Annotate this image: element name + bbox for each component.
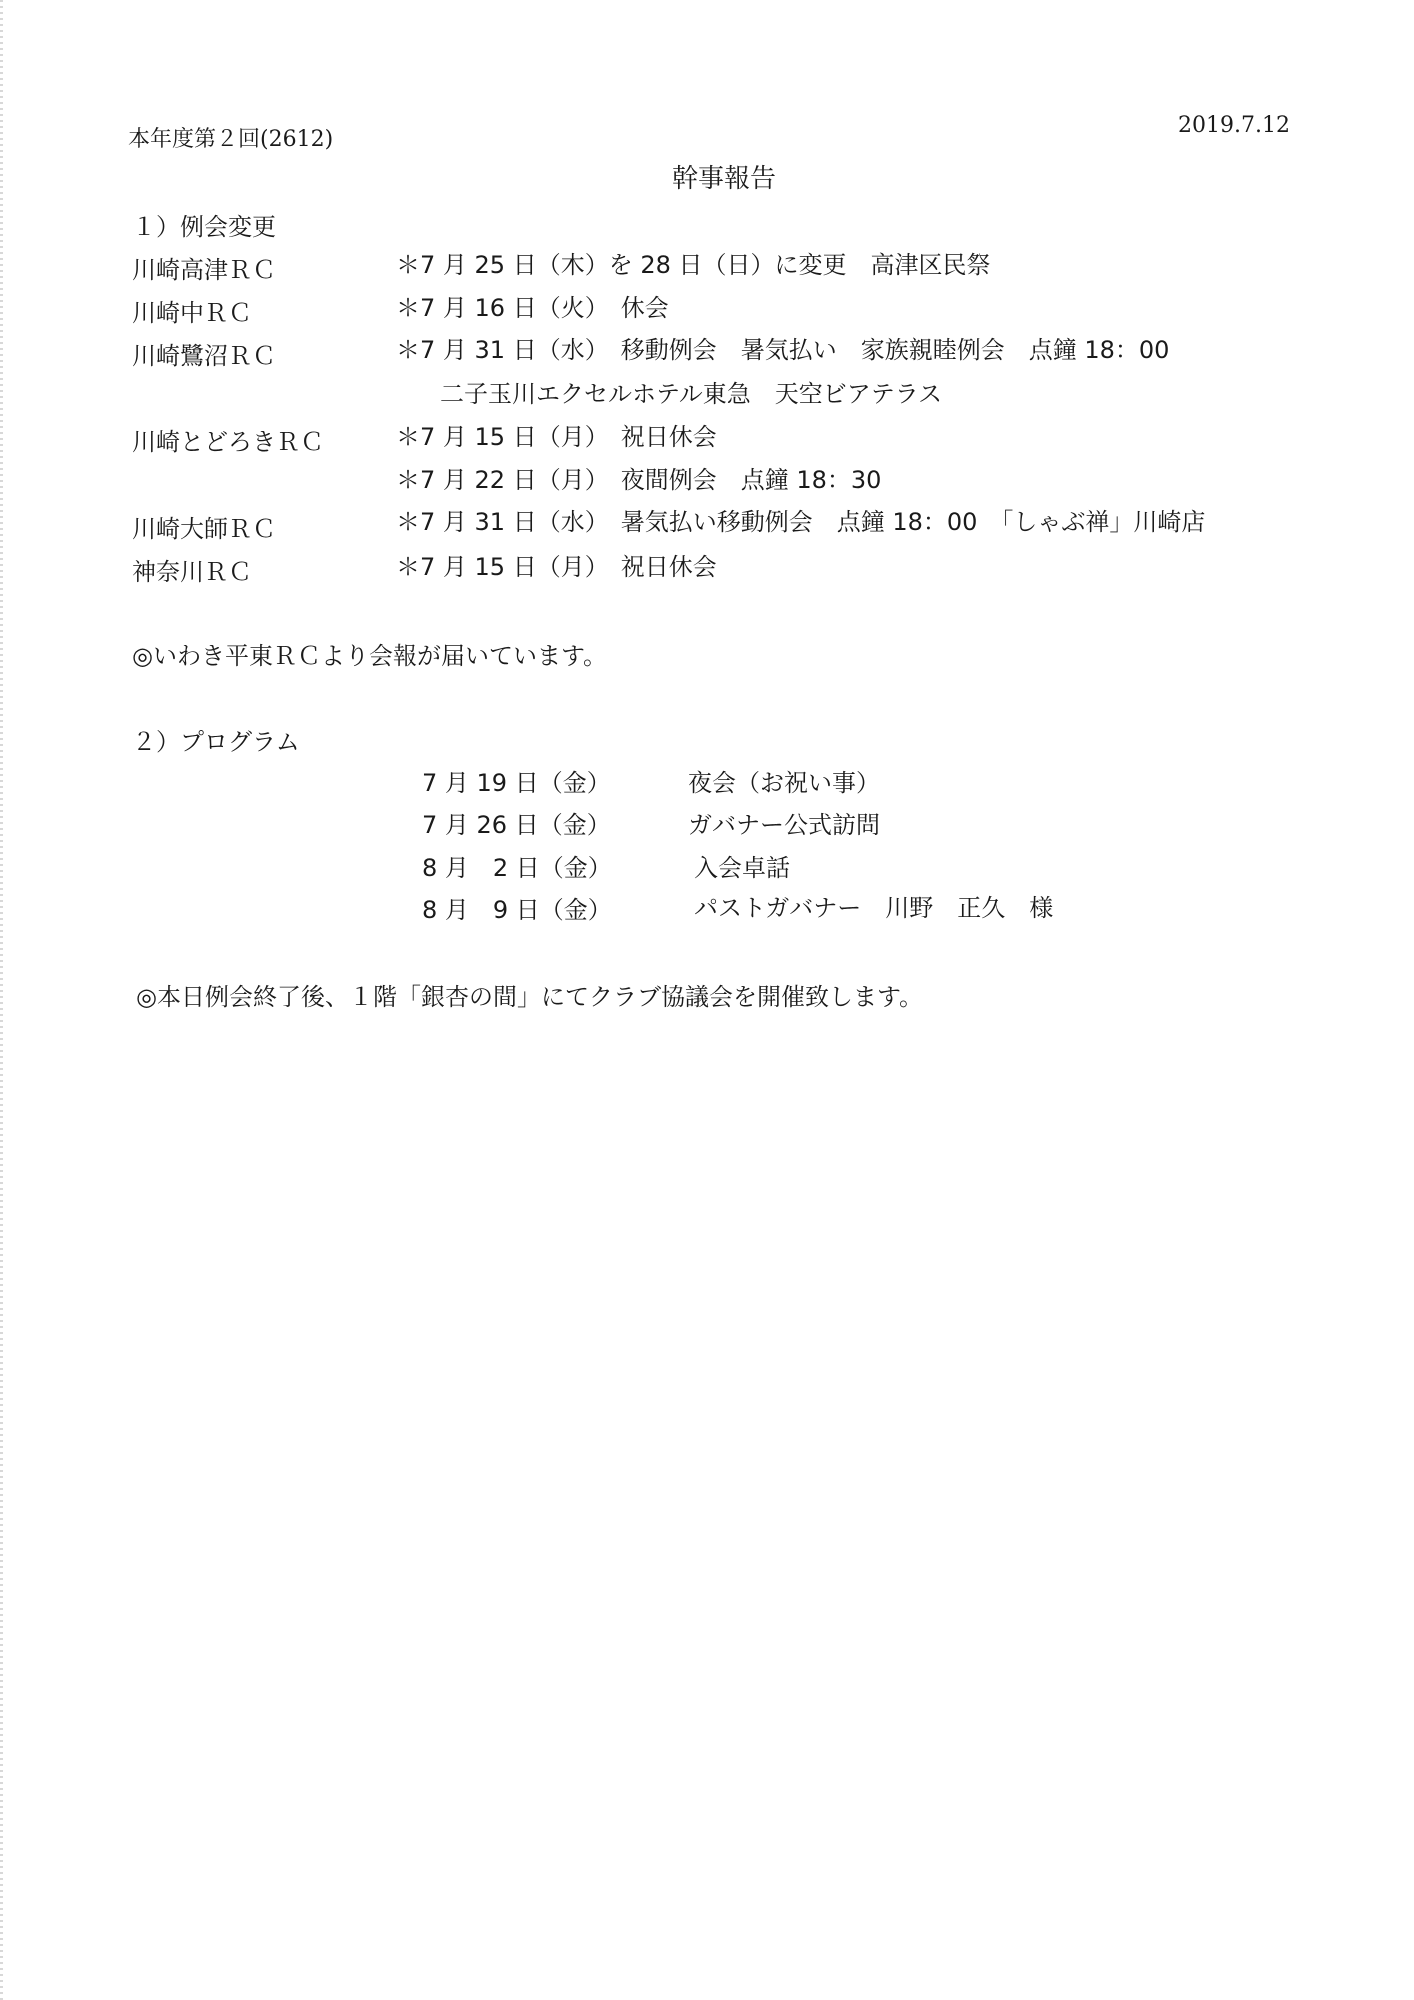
program-event: 入会卓話 (694, 854, 790, 882)
section2-heading: ２）プログラム (132, 728, 300, 756)
club-name: 神奈川ＲＣ (132, 558, 252, 586)
program-event: パストガバナー 川野 正久 様 (694, 894, 1054, 922)
meeting-change-venue: 二子玉川エクセルホテル東急 天空ビアテラス (440, 380, 943, 408)
meeting-change-detail: ＊7 月 15 日（月） 祝日休会 (396, 553, 717, 581)
club-name: 川崎大師ＲＣ (132, 515, 276, 543)
program-date: 7 月 19 日（金） (422, 769, 611, 797)
section1-heading: １）例会変更 (132, 213, 276, 241)
scan-edge (0, 0, 3, 2000)
program-date: 7 月 26 日（金） (422, 811, 611, 839)
notice-newsletter: ◎いわき平東ＲＣより会報が届いています。 (132, 642, 608, 670)
meeting-change-detail: ＊7 月 16 日（火） 休会 (396, 294, 669, 322)
program-event: 夜会（お祝い事） (688, 769, 880, 797)
program-date: 8 月 2 日（金） (422, 854, 612, 882)
program-date: 8 月 9 日（金） (422, 896, 612, 924)
meeting-change-detail: ＊7 月 31 日（水） 移動例会 暑気払い 家族親睦例会 点鐘 18：00 (396, 336, 1170, 364)
document-date: 2019.7.12 (1178, 113, 1290, 138)
meeting-change-detail: ＊7 月 22 日（月） 夜間例会 点鐘 18：30 (396, 466, 882, 494)
notice-club-assembly: ◎本日例会終了後、１階「銀杏の間」にてクラブ協議会を開催致します。 (136, 983, 924, 1011)
session-label: 本年度第２回(2612) (128, 127, 334, 152)
meeting-change-detail: ＊7 月 25 日（木）を 28 日（日）に変更 高津区民祭 (396, 251, 991, 279)
club-name: 川崎中ＲＣ (132, 299, 252, 327)
club-name: 川崎鷺沼ＲＣ (132, 342, 276, 370)
meeting-change-detail: ＊7 月 31 日（水） 暑気払い移動例会 点鐘 18：00 「しゃぶ禅」川崎店 (396, 508, 1206, 536)
meeting-change-detail: ＊7 月 15 日（月） 祝日休会 (396, 423, 717, 451)
page-title: 幹事報告 (672, 164, 777, 194)
club-name: 川崎高津ＲＣ (132, 256, 276, 284)
program-event: ガバナー公式訪問 (688, 811, 880, 839)
club-name: 川崎とどろきＲＣ (132, 428, 324, 456)
